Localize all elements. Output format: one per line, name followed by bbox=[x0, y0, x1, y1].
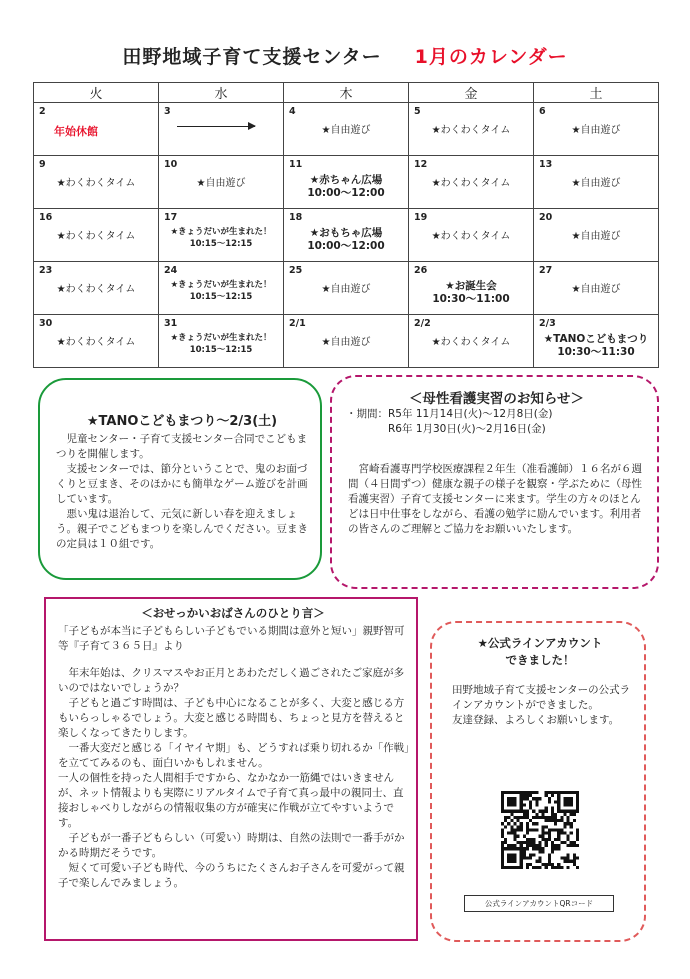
tano-festival-text bbox=[56, 432, 314, 552]
calendar-day-cell bbox=[159, 315, 284, 368]
event-label bbox=[534, 124, 658, 137]
calendar-week-row bbox=[34, 103, 659, 156]
event-name: ★おもちゃ広場 bbox=[309, 227, 383, 239]
day-number: 16 bbox=[39, 212, 53, 223]
day-number: 23 bbox=[39, 265, 53, 276]
nursing-practice-period bbox=[346, 407, 651, 437]
day-number: 13 bbox=[539, 159, 553, 170]
event-name: ★わくわくタイム bbox=[431, 337, 511, 348]
calendar-day-cell bbox=[409, 103, 534, 156]
line-account-title bbox=[432, 635, 648, 669]
tano-paragraph: 悪い鬼は退治して、元気に新しい春を迎えましょう。親子でこどもまつりを楽しんでください。豆まきの定員は１０組です。 bbox=[56, 508, 308, 550]
arrow-right-icon bbox=[177, 126, 255, 127]
event-name: ★自由遊び bbox=[196, 178, 246, 189]
day-number: 3 bbox=[164, 106, 171, 117]
event-name: ★自由遊び bbox=[321, 125, 371, 136]
event-label bbox=[159, 279, 283, 303]
calendar-day-cell bbox=[409, 209, 534, 262]
calendar-week-row bbox=[34, 315, 659, 368]
tano-paragraph: 支援センターでは、節分ということで、鬼のお面づくりと豆まき、そのほかにも簡単なゲーム遊びを計画しています。 bbox=[56, 463, 308, 505]
event-label bbox=[534, 333, 658, 359]
day-number: 9 bbox=[39, 159, 46, 170]
event-label bbox=[34, 336, 158, 349]
calendar-day-cell bbox=[534, 103, 659, 156]
weekday-thu: 木 bbox=[284, 83, 409, 103]
day-number: 5 bbox=[414, 106, 421, 117]
event-name: ★わくわくタイム bbox=[56, 337, 136, 348]
event-name: ★わくわくタイム bbox=[431, 178, 511, 189]
nursing-practice-box bbox=[330, 375, 659, 589]
event-label bbox=[409, 280, 533, 306]
event-label bbox=[409, 336, 533, 349]
calendar-day-cell bbox=[284, 156, 409, 209]
event-label bbox=[159, 226, 283, 250]
event-name: ★わくわくタイム bbox=[431, 125, 511, 136]
calendar-week-row bbox=[34, 209, 659, 262]
day-number: 31 bbox=[164, 318, 178, 329]
line-paragraph: 友達登録、よろしくお願いします。 bbox=[452, 714, 620, 726]
weekday-fri: 金 bbox=[409, 83, 534, 103]
calendar-day-cell bbox=[534, 209, 659, 262]
center-name: 田野地域子育て支援センター bbox=[122, 46, 382, 68]
event-name: ★自由遊び bbox=[321, 284, 371, 295]
calendar-day-cell bbox=[159, 209, 284, 262]
calendar-day-cell bbox=[284, 315, 409, 368]
event-time: 10:30～11:30 bbox=[557, 346, 635, 358]
event-label bbox=[159, 177, 283, 190]
event-label bbox=[34, 230, 158, 243]
calendar-day-cell bbox=[159, 156, 284, 209]
period-line: ・期間：R5年 11月14日(火)～12月8日(金) bbox=[346, 408, 553, 420]
event-label bbox=[34, 283, 158, 296]
tano-festival-box bbox=[38, 378, 322, 580]
calendar-week-row bbox=[34, 156, 659, 209]
column-paragraph: 短くて可愛い子ども時代、今のうちにたくさんお子さんを可愛がって親子で楽しんでみましょう。 bbox=[58, 862, 405, 889]
event-label bbox=[534, 283, 658, 296]
day-number: 11 bbox=[289, 159, 303, 170]
calendar-table bbox=[33, 82, 659, 368]
day-number: 26 bbox=[414, 265, 428, 276]
calendar-day-cell bbox=[34, 103, 159, 156]
calendar-day-cell bbox=[34, 262, 159, 315]
calendar-day-cell bbox=[534, 315, 659, 368]
weekday-tue: 火 bbox=[34, 83, 159, 103]
line-title-line: できました！ bbox=[505, 653, 575, 667]
calendar-day-cell bbox=[409, 156, 534, 209]
day-number: 12 bbox=[414, 159, 428, 170]
event-name: ★きょうだいが生まれた！ bbox=[170, 333, 272, 343]
qr-code-icon[interactable] bbox=[501, 791, 579, 869]
calendar-day-cell bbox=[34, 315, 159, 368]
day-number: 25 bbox=[289, 265, 303, 276]
event-time: 10:15～12:15 bbox=[189, 292, 253, 302]
day-number: 10 bbox=[164, 159, 178, 170]
qr-code-caption: 公式ラインアカウントQRコード bbox=[464, 895, 614, 912]
day-number: 2/1 bbox=[289, 318, 306, 329]
line-account-text bbox=[452, 683, 637, 728]
tano-festival-title: ★TANOこどもまつり～2/3(土) bbox=[86, 414, 278, 429]
calendar-day-cell bbox=[409, 315, 534, 368]
column-box bbox=[44, 597, 418, 941]
nursing-practice-text: 宮崎看護専門学校医療課程２年生（准看護師）１６名が６週間（４日間ずつ）健康な親子の様子を観察・学ぶために（母性看護実習）子育て支援センターに来ます。学生の方々のほとんどは日中仕事をしながら、看護の勉学に励んでいます。利用者の皆さんのご理解とご協力をお願いいたします。 bbox=[348, 463, 642, 535]
day-number: 18 bbox=[289, 212, 303, 223]
day-number: 19 bbox=[414, 212, 428, 223]
event-name: ★わくわくタイム bbox=[431, 231, 511, 242]
event-label bbox=[534, 177, 658, 190]
event-name: ★わくわくタイム bbox=[56, 284, 136, 295]
calendar-day-cell bbox=[534, 156, 659, 209]
day-number: 17 bbox=[164, 212, 178, 223]
calendar-day-cell bbox=[409, 262, 534, 315]
event-label bbox=[534, 230, 658, 243]
event-name: ★自由遊び bbox=[571, 178, 621, 189]
event-label bbox=[159, 332, 283, 356]
line-account-box bbox=[430, 621, 646, 942]
column-paragraph: 年末年始は、クリスマスやお正月とあわただしく過ごされたご家庭が多いのではないでしょうか？ bbox=[58, 667, 405, 694]
tano-paragraph: 児童センター・子育て支援センター合同でこどもまつりを開催します。 bbox=[56, 433, 308, 460]
event-label bbox=[34, 177, 158, 190]
page-title bbox=[0, 42, 690, 69]
day-number: 2 bbox=[39, 106, 46, 117]
column-paragraph: 一番大変だと感じる「イヤイヤ期」も、どうすれば乗り切れるか「作戦」を立ててみるのも、面白いかもしれません。 bbox=[58, 742, 410, 769]
day-number: 24 bbox=[164, 265, 178, 276]
calendar-day-cell bbox=[284, 103, 409, 156]
calendar-day-cell bbox=[534, 262, 659, 315]
event-time: 10:15～12:15 bbox=[189, 239, 253, 249]
calendar-day-cell bbox=[159, 103, 284, 156]
column-title: ＜おせっかいおばさんのひとり言＞ bbox=[141, 606, 325, 620]
event-name: ★自由遊び bbox=[571, 125, 621, 136]
event-name: ★自由遊び bbox=[571, 284, 621, 295]
event-time: 10:30～11:00 bbox=[432, 293, 510, 305]
weekday-wed: 水 bbox=[159, 83, 284, 103]
column-paragraph: 一人の個性を持った人間相手ですから、なかなか一筋縄ではいきませんが、ネット情報よりも実際にリアルタイムで子育て真っ最中の親同士、直接おしゃべりしながらの情報収集の方が確実に作戦が立てやすいようです。 bbox=[58, 772, 404, 829]
day-number: 2/3 bbox=[539, 318, 556, 329]
column-paragraph: 子どもが一番子どもらしい（可愛い）時期は、自然の法則で一番手がかかる時期だそうです。 bbox=[58, 832, 405, 859]
calendar-day-cell bbox=[34, 156, 159, 209]
line-title-line: ★公式ラインアカウント bbox=[477, 636, 603, 650]
holiday-label: 年始休館 bbox=[54, 125, 98, 138]
event-label bbox=[409, 124, 533, 137]
event-label bbox=[284, 124, 408, 137]
column-paragraph: 子どもと過ごす時間は、子ども中心になることが多く、大変と感じる方もいらっしゃるでしょう。大変と感じる時間も、ちょっと見方を替えると楽しくなってきたりします。 bbox=[58, 697, 405, 739]
event-time: 10:15～12:15 bbox=[189, 345, 253, 355]
weekday-header-row bbox=[34, 83, 659, 103]
day-number: 20 bbox=[539, 212, 553, 223]
day-number: 6 bbox=[539, 106, 546, 117]
calendar-week-row bbox=[34, 262, 659, 315]
line-paragraph: 田野地域子育て支援センターの公式ラインアカウントができました。 bbox=[452, 684, 631, 711]
event-name: ★お誕生会 bbox=[445, 280, 497, 292]
weekday-sat: 土 bbox=[534, 83, 659, 103]
calendar-body bbox=[34, 103, 659, 368]
event-label bbox=[409, 177, 533, 190]
event-name: ★わくわくタイム bbox=[56, 231, 136, 242]
column-quote: 「子どもが本当に子どもらしい子どもでいる期間は意外と短い」親野智可等『子育て３６５日』より bbox=[58, 625, 405, 652]
event-name: ★赤ちゃん広場 bbox=[309, 174, 383, 186]
event-time: 10:00～12:00 bbox=[307, 187, 385, 199]
calendar-day-cell bbox=[284, 209, 409, 262]
calendar-day-cell bbox=[34, 209, 159, 262]
day-number: 4 bbox=[289, 106, 296, 117]
event-name: ★きょうだいが生まれた！ bbox=[170, 280, 272, 290]
event-time: 10:00～12:00 bbox=[307, 240, 385, 252]
calendar-month-title: 1月のカレンダー bbox=[414, 46, 568, 68]
calendar-day-cell bbox=[159, 262, 284, 315]
event-label bbox=[284, 283, 408, 296]
day-number: 2/2 bbox=[414, 318, 431, 329]
period-line: R6年 1月30日(火)～2月16日(金) bbox=[346, 423, 546, 435]
nursing-practice-title: ＜母性看護実習のお知らせ＞ bbox=[408, 391, 585, 407]
event-name: ★TANOこどもまつり bbox=[543, 333, 649, 345]
event-name: ★自由遊び bbox=[571, 231, 621, 242]
event-label bbox=[409, 230, 533, 243]
calendar-day-cell bbox=[284, 262, 409, 315]
event-label bbox=[284, 336, 408, 349]
event-name: ★自由遊び bbox=[321, 337, 371, 348]
column-text bbox=[58, 666, 410, 891]
event-name: ★きょうだいが生まれた！ bbox=[170, 227, 272, 237]
day-number: 27 bbox=[539, 265, 553, 276]
event-name: ★わくわくタイム bbox=[56, 178, 136, 189]
event-label bbox=[284, 174, 408, 200]
day-number: 30 bbox=[39, 318, 53, 329]
event-label bbox=[284, 227, 408, 253]
